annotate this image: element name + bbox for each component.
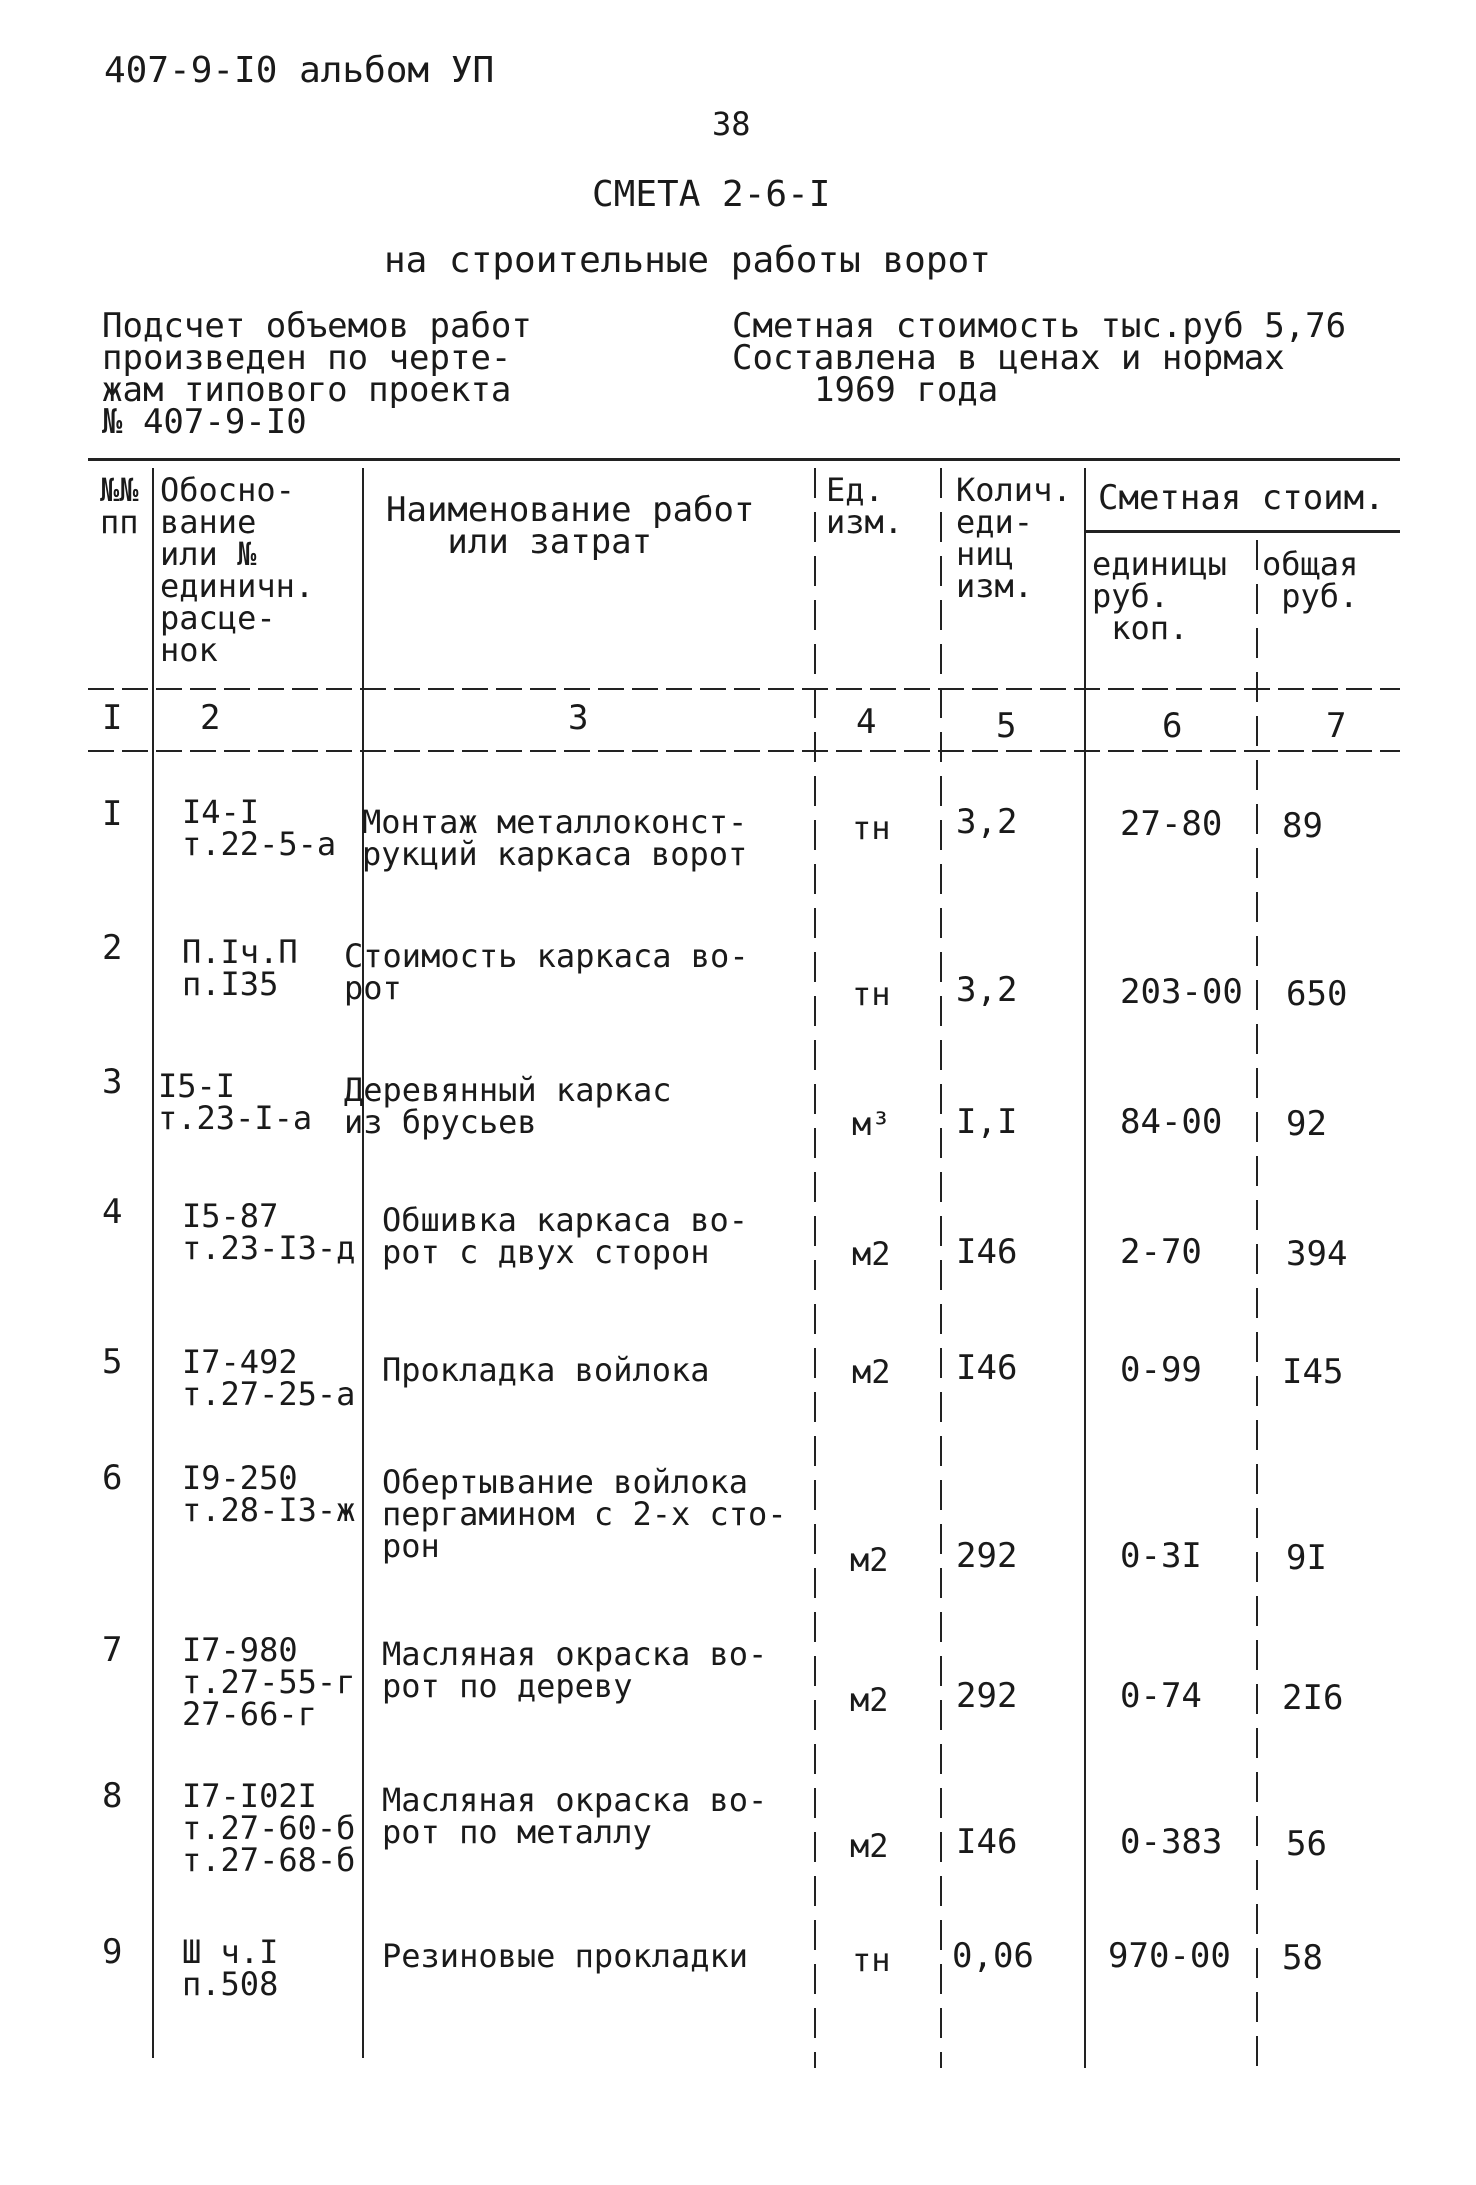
header-basis: Обосно- вание или № единичн. расце- нок	[160, 471, 315, 669]
row-basis: I7-492 т.27-25-а	[182, 1343, 356, 1413]
column-number: 2	[200, 698, 221, 738]
row-unit-price: 0-3I	[1120, 1536, 1202, 1576]
cost-note	[732, 306, 1347, 410]
album-reference: 407-9-I0 альбом УП	[104, 50, 495, 91]
row-quantity: I46	[956, 1822, 1018, 1862]
row-unit: м2	[852, 1235, 891, 1273]
row-unit-price: 27-80	[1120, 804, 1223, 844]
row-basis: I7-I02I т.27-60-б т.27-68-б	[182, 1777, 356, 1879]
row-work-name: Обшивка каркаса во- рот с двух сторон	[382, 1201, 749, 1271]
row-total: 92	[1286, 1104, 1327, 1144]
row-total: 9I	[1286, 1538, 1327, 1578]
info-left-line: жам типового проекта	[102, 370, 512, 410]
row-unit: тн	[852, 809, 891, 847]
row-quantity: I46	[956, 1348, 1018, 1388]
column-numbers-divider	[88, 750, 1400, 752]
row-number: 5	[102, 1342, 123, 1382]
info-left-line: № 407-9-I0	[102, 402, 307, 442]
group-header-rule	[1084, 530, 1400, 533]
row-total: 2I6	[1282, 1678, 1344, 1718]
header-divider	[88, 688, 1400, 690]
column-number: 7	[1326, 706, 1347, 746]
row-quantity: I,I	[956, 1102, 1018, 1142]
row-work-name: Резиновые прокладки	[382, 1937, 749, 1975]
column-number: 6	[1162, 706, 1183, 746]
row-unit: м³	[852, 1105, 891, 1143]
column-separator	[1256, 540, 1258, 2080]
row-quantity: I46	[956, 1232, 1018, 1272]
row-total: 58	[1282, 1938, 1323, 1978]
row-unit-price: 203-00	[1120, 972, 1243, 1012]
row-basis: I9-250 т.28-I3-ж	[182, 1459, 356, 1529]
row-work-name: Масляная окраска во- рот по металлу	[382, 1781, 768, 1851]
row-unit-price: 0-383	[1120, 1822, 1223, 1862]
row-number: 8	[102, 1776, 123, 1816]
row-number: 4	[102, 1192, 123, 1232]
info-left-line: Подсчет объемов работ	[102, 306, 532, 346]
column-number: I	[102, 698, 123, 738]
table-top-rule	[88, 458, 1400, 461]
row-total: I45	[1282, 1352, 1344, 1392]
page-number: 38	[712, 105, 751, 143]
row-unit: тн	[852, 1941, 891, 1979]
column-separator	[362, 1168, 364, 2058]
row-quantity: 0,06	[952, 1936, 1034, 1976]
row-basis: I5-87 т.23-I3-д	[182, 1197, 356, 1267]
row-number: I	[102, 794, 123, 834]
row-number: 9	[102, 1932, 123, 1972]
row-number: 6	[102, 1458, 123, 1498]
column-number: 3	[568, 698, 589, 738]
row-unit-price: 0-74	[1120, 1676, 1202, 1716]
row-quantity: 3,2	[956, 970, 1018, 1010]
row-number: 3	[102, 1062, 123, 1102]
row-unit-price: 0-99	[1120, 1350, 1202, 1390]
row-work-name: Масляная окраска во- рот по дереву	[382, 1635, 768, 1705]
estimate-subtitle: на строительные работы ворот	[384, 240, 991, 281]
row-unit: м2	[850, 1541, 889, 1579]
row-work-name: Прокладка войлока	[382, 1351, 710, 1389]
row-total: 650	[1286, 974, 1348, 1014]
row-basis: П.Iч.П п.I35	[182, 933, 298, 1003]
row-unit: м2	[852, 1353, 891, 1391]
row-unit-price: 2-70	[1120, 1232, 1202, 1272]
row-unit-price: 84-00	[1120, 1102, 1223, 1142]
row-unit: м2	[850, 1827, 889, 1865]
column-separator	[940, 468, 942, 2068]
header-unit-price: единицы руб. коп.	[1092, 545, 1227, 647]
row-basis: I4-I т.22-5-а	[182, 793, 337, 863]
estimate-title: СМЕТА 2-6-I	[592, 174, 831, 215]
column-separator	[814, 468, 816, 2068]
row-total: 56	[1286, 1824, 1327, 1864]
column-separator	[152, 468, 154, 2058]
column-separator	[1084, 468, 1086, 2068]
header-unit: Ед. изм.	[826, 471, 904, 541]
row-unit: тн	[852, 975, 891, 1013]
row-total: 394	[1286, 1234, 1348, 1274]
row-work-name: Обертывание войлока пергамином с 2-х сто- рон	[382, 1463, 787, 1565]
header-quantity: Колич. еди- ниц изм.	[956, 471, 1072, 605]
row-basis: Ш ч.I п.508	[182, 1933, 279, 2003]
row-total: 89	[1282, 806, 1323, 846]
row-quantity: 292	[956, 1536, 1018, 1576]
row-unit-price: 970-00	[1108, 1936, 1231, 1976]
column-number: 5	[996, 706, 1017, 746]
row-unit: м2	[850, 1681, 889, 1719]
row-basis: I7-980 т.27-55-г 27-66-г	[182, 1631, 356, 1733]
row-work-name: Стоимость каркаса во- рот	[344, 937, 749, 1007]
row-work-name: Деревянный каркас из брусьев	[344, 1071, 672, 1141]
header-estimated-cost: Сметная стоим.	[1098, 478, 1385, 518]
prices-year: 1969 года	[814, 370, 999, 410]
estimated-cost: Сметная стоимость тыс.руб 5,76	[732, 306, 1347, 346]
row-quantity: 3,2	[956, 802, 1018, 842]
prices-basis: Составлена в ценах и нормах	[732, 338, 1285, 378]
row-quantity: 292	[956, 1676, 1018, 1716]
row-basis: I5-I т.23-I-а	[158, 1067, 313, 1137]
column-number: 4	[856, 702, 877, 742]
volume-calc-note	[102, 306, 532, 442]
info-left-line: произведен по черте-	[102, 338, 512, 378]
header-row-number: №№ пп	[100, 471, 139, 541]
row-number: 2	[102, 928, 123, 968]
header-total: общая руб.	[1262, 545, 1359, 615]
row-work-name: Монтаж металлоконст- рукций каркаса ворот	[362, 803, 748, 873]
header-work-name: Наименование работ или затрат	[386, 490, 755, 562]
row-number: 7	[102, 1630, 123, 1670]
